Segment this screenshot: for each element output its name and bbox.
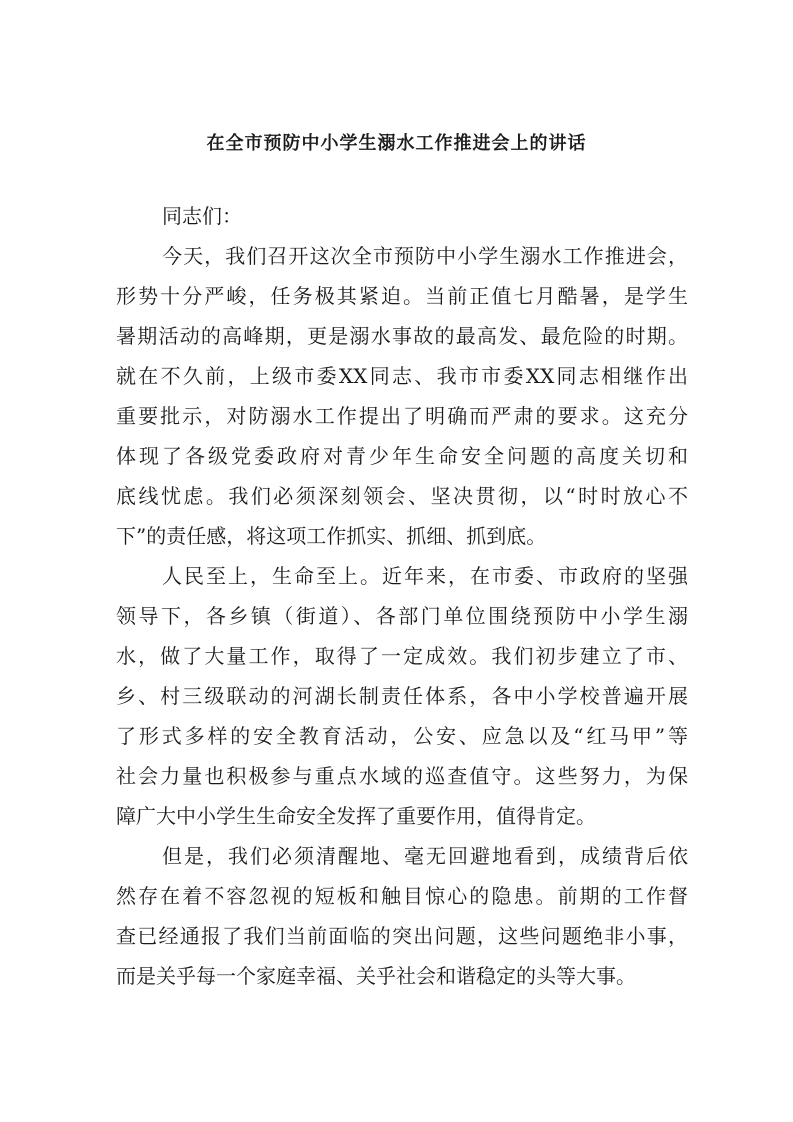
text-line: 但是，我们必须清醒地、毫无回避地看到，成绩背后依 [162, 844, 688, 868]
text-line: 今天，我们召开这次全市预防中小学生溺水工作推进会， [162, 244, 688, 268]
text-line: 就在不久前，上级市委XX同志、我市市委XX同志相继作出 [116, 364, 688, 388]
document-body [116, 196, 688, 996]
text-line: 暑期活动的高峰期，更是溺水事故的最高发、最危险的时期。 [116, 324, 688, 348]
text-line: 底线忧虑。我们必须深刻领会、坚决贯彻，以“时时放心不 [116, 484, 688, 508]
paragraph [116, 836, 688, 996]
text-line: 查已经通报了我们当前面临的突出问题，这些问题绝非小事， [116, 924, 688, 948]
text-line: 而是关乎每一个家庭幸福、关乎社会和谐稳定的头等大事。 [116, 964, 636, 988]
document-title: 在全市预防中小学生溺水工作推进会上的讲话 [206, 133, 587, 154]
paragraph [116, 236, 688, 556]
text-line: 下”的责任感，将这项工作抓实、抓细、抓到底。 [116, 524, 547, 548]
paragraph [116, 556, 688, 836]
text-line: 了形式多样的安全教育活动，公安、应急以及“红马甲”等 [116, 724, 688, 748]
text-line: 乡、村三级联动的河湖长制责任体系，各中小学校普遍开展 [116, 684, 688, 708]
text-line: 领导下，各乡镇（街道）、各部门单位围绕预防中小学生溺 [116, 604, 688, 628]
text-line: 体现了各级党委政府对青少年生命安全问题的高度关切和 [116, 444, 688, 468]
text-line: 人民至上，生命至上。近年来，在市委、市政府的坚强 [162, 564, 688, 588]
text-line: 同志们： [162, 204, 242, 228]
text-line: 水，做了大量工作，取得了一定成效。我们初步建立了市、 [116, 644, 688, 668]
text-line: 社会力量也积极参与重点水域的巡查值守。这些努力，为保 [116, 764, 688, 788]
text-line: 障广大中小学生生命安全发挥了重要作用，值得肯定。 [116, 804, 596, 828]
paragraph-salutation [116, 196, 688, 236]
text-line: 重要批示，对防溺水工作提出了明确而严肃的要求。这充分 [116, 404, 688, 428]
text-line: 形势十分严峻，任务极其紧迫。当前正值七月酷暑，是学生 [116, 284, 688, 308]
text-line: 然存在着不容忽视的短板和触目惊心的隐患。前期的工作督 [116, 884, 688, 908]
